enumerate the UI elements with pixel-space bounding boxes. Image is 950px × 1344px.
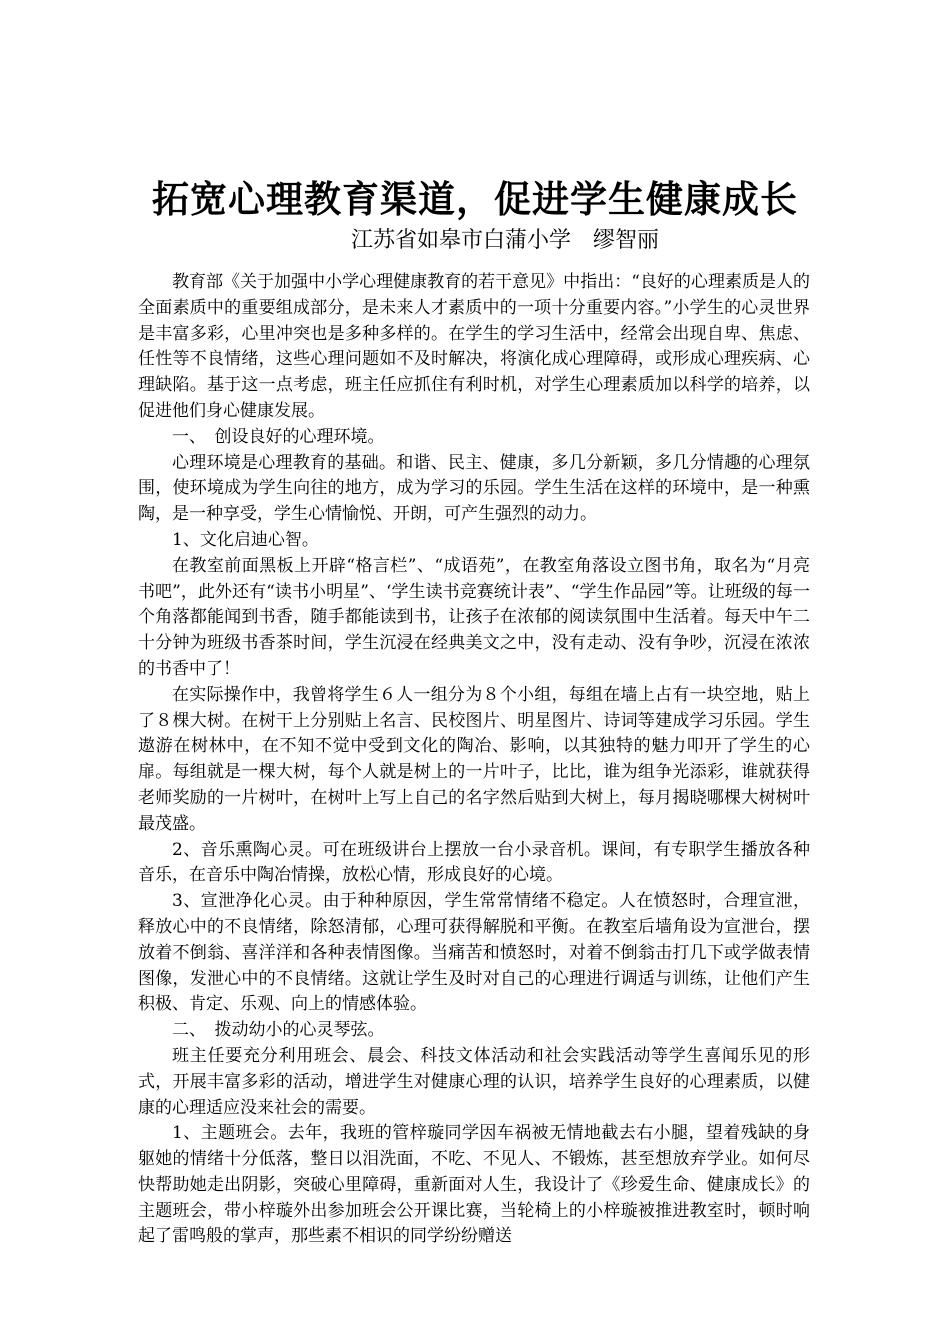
paragraph: 心理环境是心理教育的基础。和谐、民主、健康，多几分新颖，多几分情趣的心理氛围，使环境成为学生向往的地方，成为学习的乐园。学生生活在这样的环境中，是一种熏陶，是一种享受，学生心情愉悦、开朗，可产生强烈的动力。 [138, 452, 810, 525]
document-body [138, 270, 810, 1250]
section-heading: 二、 拨动幼小的心灵琴弦。 [172, 1020, 385, 1041]
document-title: 拓宽心理教育渠道，促进学生健康成长 [152, 177, 798, 221]
paragraph: 3、宣泄净化心灵。由于种种原因，学生常常情绪不稳定。人在愤怒时，合理宣泄，释放心中的不良情绪，除怒清郁，心理可获得解脱和平衡。在教室后墙角设为宣泄台，摆放着不倒翁、喜洋洋和各种表情图像。当痛苦和愤怒时，对着不倒翁击打几下或学做表情图像，发泄心中的不良情绪。这就让学生及时对自己的心理进行调适与训练，让他们产生积极、肯定、乐观、向上的情感体验。 [138, 891, 810, 1015]
document-author: 江苏省如皋市白蒲小学 缪智丽 [350, 228, 659, 253]
paragraph: 在教室前面黑板上开辟“格言栏”、“成语苑”，在教室角落设立图书角，取名为“月亮书吧”，此外还有“读书小明星”、‘学生读书竞赛统计表”、“学生作品园”等。让班级的每一个角落都能闻到书香，随手都能读到书，让孩子在浓郁的阅读氛围中生活着。每天中午二十分钟为班级书香茶时间，学生沉浸在经典美文之中，没有走动、没有争吵，沉浸在浓浓的书香中了！ [138, 555, 810, 679]
paragraph: 教育部《关于加强中小学心理健康教育的若干意见》中指出：“良好的心理素质是人的全面素质中的重要组成部分，是未来人才素质中的一项十分重要内容。”小学生的心灵世界是丰富多彩，心里冲突也是多种多样的。在学生的学习生活中，经常会出现自卑、焦虑、任性等不良情绪，这些心理问题如不及时解决，将演化成心理障碍，或形成心理疾病、心理缺陷。基于这一点考虑，班主任应抓住有利时机，对学生心理素质加以科学的培养，以促进他们身心健康发展。 [138, 272, 810, 421]
paragraph: 在实际操作中，我曾将学生６人一组分为８个小组，每组在墙上占有一块空地，贴上了８棵大树。在树干上分别贴上名言、民校图片、明星图片、诗词等建成学习乐园。学生遨游在树林中，在不知不觉中受到文化的陶冶、影响，以其独特的魅力叩开了学生的心扉。每组就是一棵大树，每个人就是树上的一片叶子，比比，谁为组争光添彩，谁就获得老师奖励的一片树叶，在树叶上写上自己的名字然后贴到大树上，每月揭晓哪棵大树树叶最茂盛。 [138, 684, 810, 834]
paragraph: 1、主题班会。去年，我班的管梓璇同学因车祸被无情地截去右小腿，望着残缺的身躯她的情绪十分低落，整日以泪洗面，不吃、不见人、不锻炼，甚至想放弃学业。如何尽快帮助她走出阴影，突破心里障碍，重新面对人生，我设计了《珍爱生命、健康成长》的主题班会，带小梓璇外出参加班会公开课比赛，当轮椅上的小梓璇被推进教室时，顿时响起了雷鸣般的掌声，那些素不相识的同学纷纷赠送 [138, 1123, 810, 1247]
paragraph: 2、音乐熏陶心灵。可在班级讲台上摆放一台小录音机。课间，有专职学生播放各种音乐，在音乐中陶冶情操，放松心情，形成良好的心境。 [138, 839, 810, 886]
section-heading: 一、 创设良好的心理环境。 [172, 426, 385, 447]
subsection-heading: 1、文化启迪心智。 [172, 529, 319, 550]
paragraph: 班主任要充分利用班会、晨会、科技文体活动和社会实践活动等学生喜闻乐见的形式，开展丰富多彩的活动，增进学生对健康心理的认识，培养学生良好的心理素质，以健康的心理适应没来社会的需要。 [138, 1045, 810, 1118]
